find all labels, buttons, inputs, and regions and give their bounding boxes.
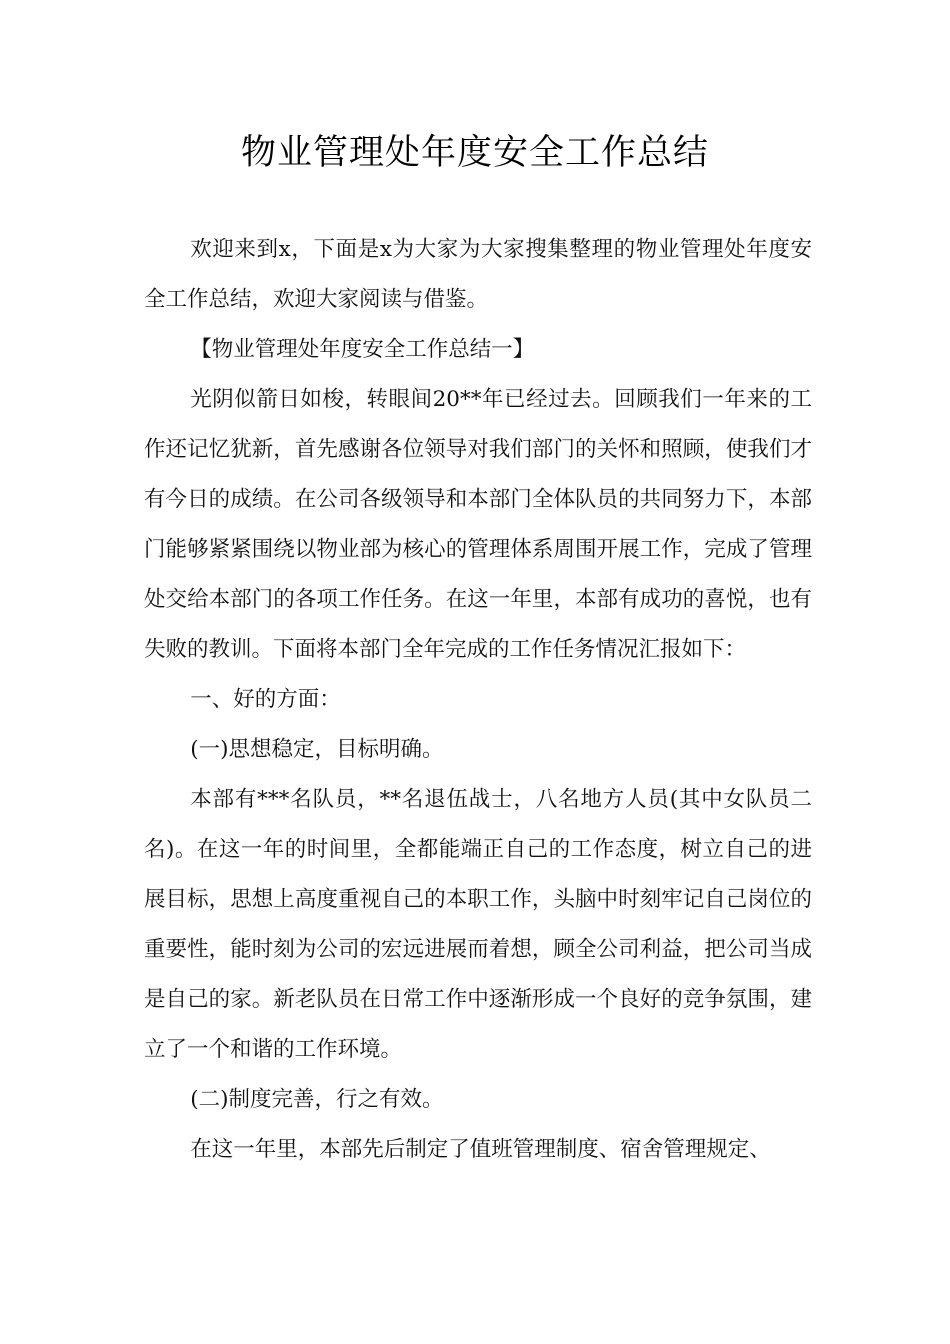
subheading-good-aspects: 一、好的方面： xyxy=(190,687,341,712)
system-paragraph: 在这一年里，本部先后制定了值班管理制度、宿舍管理规定、 xyxy=(190,1137,771,1162)
document-title: 物业管理处年度安全工作总结 xyxy=(240,133,709,173)
document-body xyxy=(144,225,812,1175)
subheading-system-complete: (二)制度完善，行之有效。 xyxy=(190,1087,444,1112)
subheading-thought-stable: (一)思想稳定，目标明确。 xyxy=(190,737,444,762)
overview-paragraph: 光阴似箭日如梭，转眼间20**年已经过去。回顾我们一年来的工作还记忆犹新，首先感谢各位领导对我们部门的关怀和照顾，使我们才有今日的成绩。在公司各级领导和本部门全体队员的共同努力下，本部门能够紧紧围绕以物业部为核心的管理体系周围开展工作，完成了管理处交给本部门的各项工作任务。在这一年里，本部有成功的喜悦，也有失败的教训。下面将本部门全年完成的工作任务情况汇报如下： xyxy=(144,387,812,662)
team-paragraph: 本部有***名队员，**名退伍战士，八名地方人员(其中女队员二名)。在这一年的时间里，全都能端正自己的工作态度，树立自己的进展目标，思想上高度重视自己的本职工作，头脑中时刻牢记自己岗位的重要性，能时刻为公司的宏远进展而着想，顾全公司利益，把公司当成是自己的家。新老队员在日常工作中逐渐形成一个良好的竞争氛围，建立了一个和谐的工作环境。 xyxy=(144,787,812,1062)
intro-paragraph: 欢迎来到x，下面是x为大家为大家搜集整理的物业管理处年度安全工作总结，欢迎大家阅读与借鉴。 xyxy=(144,237,812,312)
section-heading-one: 【物业管理处年度安全工作总结一】 xyxy=(190,337,535,362)
